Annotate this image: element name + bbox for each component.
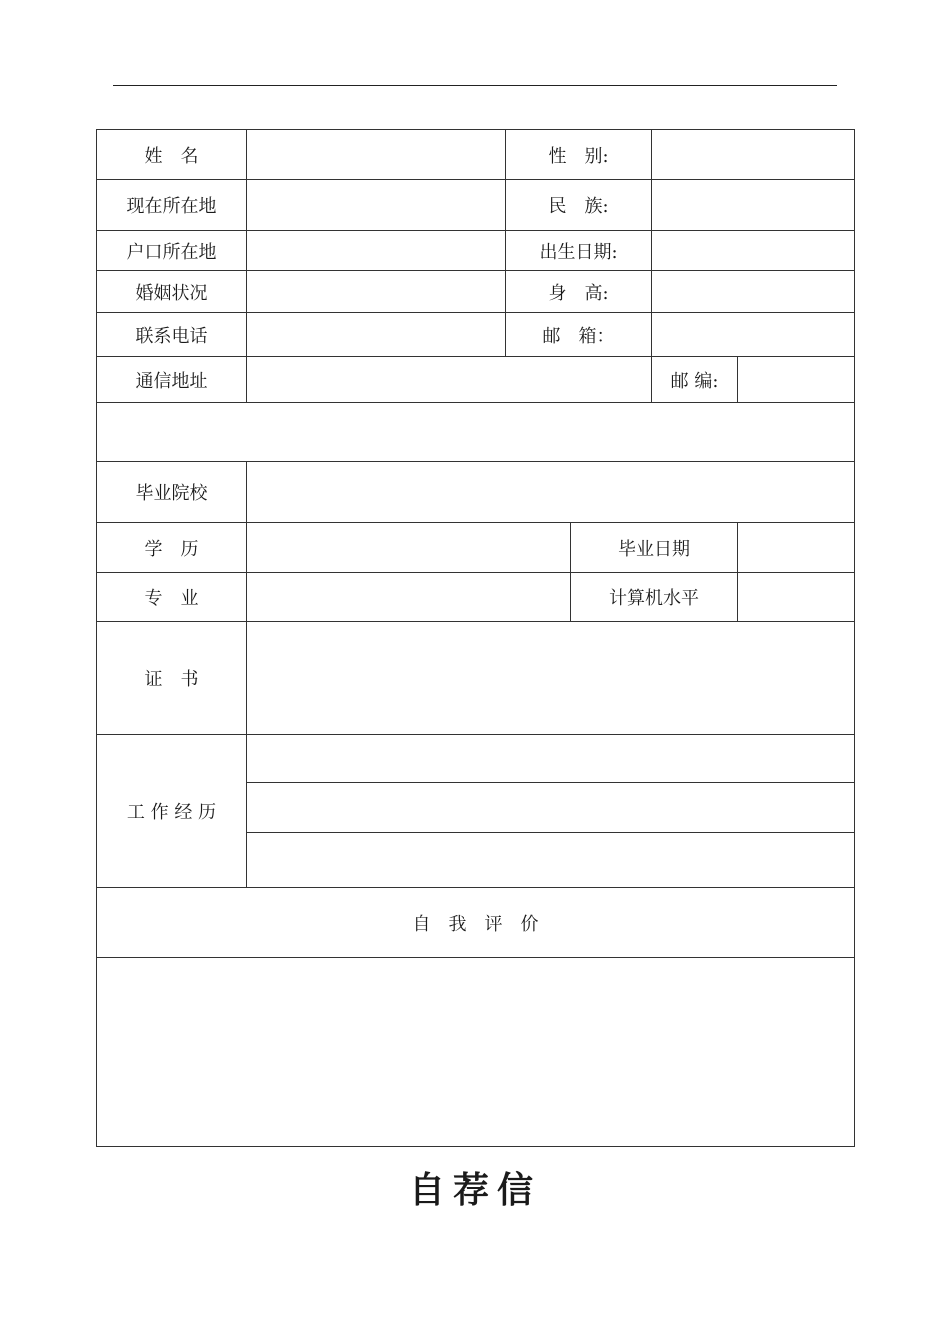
phone-label: 联系电话	[97, 313, 247, 357]
height-field[interactable]	[652, 271, 855, 313]
school-label: 毕业院校	[97, 462, 247, 523]
phone-field[interactable]	[247, 313, 506, 357]
row-blank	[97, 403, 855, 462]
header-rule	[113, 85, 837, 86]
marital-label: 婚姻状况	[97, 271, 247, 313]
grad-date-label: 毕业日期	[571, 523, 738, 573]
marital-field[interactable]	[247, 271, 506, 313]
ethnicity-field[interactable]	[652, 180, 855, 231]
blank-row-field[interactable]	[97, 403, 855, 462]
work-field-3[interactable]	[247, 833, 855, 888]
work-field-2[interactable]	[247, 783, 855, 833]
email-label: 邮 箱：	[506, 313, 652, 357]
household-field[interactable]	[247, 231, 506, 271]
row-self-eval	[97, 958, 855, 1147]
email-field[interactable]	[652, 313, 855, 357]
row-household	[97, 231, 855, 271]
computer-label: 计算机水平	[571, 573, 738, 622]
cert-label: 证 书	[97, 622, 247, 735]
row-degree	[97, 523, 855, 573]
height-label: 身 高:	[506, 271, 652, 313]
row-major	[97, 573, 855, 622]
address-field[interactable]	[247, 357, 652, 403]
current-location-field[interactable]	[247, 180, 506, 231]
name-field[interactable]	[247, 130, 506, 180]
school-field[interactable]	[247, 462, 855, 523]
degree-field[interactable]	[247, 523, 571, 573]
row-school	[97, 462, 855, 523]
household-label: 户口所在地	[97, 231, 247, 271]
work-field-1[interactable]	[247, 735, 855, 783]
ethnicity-label: 民 族:	[506, 180, 652, 231]
grad-date-field[interactable]	[738, 523, 855, 573]
self-eval-label: 自 我 评 价	[97, 888, 855, 958]
gender-field[interactable]	[652, 130, 855, 180]
work-label: 工 作 经 历	[97, 735, 247, 888]
row-cert	[97, 622, 855, 735]
computer-field[interactable]	[738, 573, 855, 622]
row-self-eval-header	[97, 888, 855, 958]
address-label: 通信地址	[97, 357, 247, 403]
cert-field[interactable]	[247, 622, 855, 735]
postcode-label: 邮 编:	[652, 357, 738, 403]
major-label: 专 业	[97, 573, 247, 622]
birthdate-field[interactable]	[652, 231, 855, 271]
gender-label: 性 别:	[506, 130, 652, 180]
row-contact	[97, 313, 855, 357]
cover-letter-title: 自荐信	[408, 1170, 541, 1211]
row-address	[97, 357, 855, 403]
row-location	[97, 180, 855, 231]
name-label: 姓 名	[97, 130, 247, 180]
degree-label: 学 历	[97, 523, 247, 573]
row-name	[97, 130, 855, 180]
resume-form-table	[96, 129, 855, 1147]
postcode-field[interactable]	[738, 357, 855, 403]
birthdate-label: 出生日期:	[506, 231, 652, 271]
self-eval-field[interactable]	[97, 958, 855, 1147]
major-field[interactable]	[247, 573, 571, 622]
row-work-1	[97, 735, 855, 783]
current-location-label: 现在所在地	[97, 180, 247, 231]
row-marital	[97, 271, 855, 313]
